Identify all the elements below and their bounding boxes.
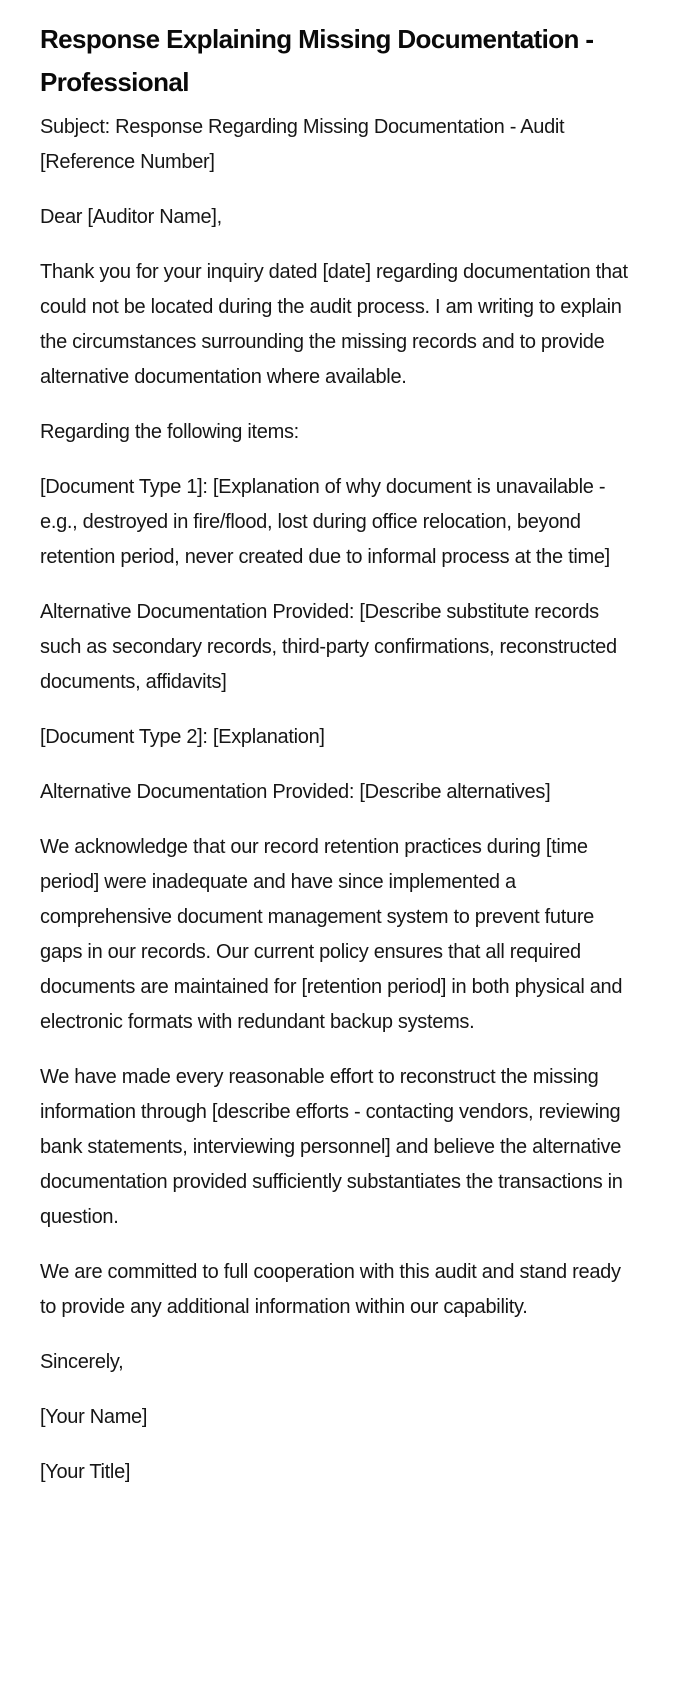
subject-line: Subject: Response Regarding Missing Documentation - Audit [Reference Number] (40, 116, 565, 173)
intro-paragraph: Thank you for your inquiry dated [date] regarding documentation that could not be located during the audit process. I am writing to explain the circumstances surrounding the missing records and to provide alternative documentation where available. (40, 261, 628, 388)
document-type-1-explanation: [Document Type 1]: [Explanation of why document is unavailable - e.g., destroyed in fire/flood, lost during office relocation, beyond retention period, never created due to informal process at the time] (40, 476, 610, 568)
items-intro: Regarding the following items: (40, 421, 299, 443)
efforts-paragraph: We have made every reasonable effort to reconstruct the missing information through [describe efforts - contacting vendors, reviewing bank statements, interviewing personnel] and believe the alternative documentation provided sufficiently substantiates the transactions in question. (40, 1066, 623, 1228)
signature-name: [Your Name] (40, 1406, 148, 1428)
closing: Sincerely, (40, 1351, 124, 1373)
signature-title: [Your Title] (40, 1461, 131, 1483)
cooperation-paragraph: We are committed to full cooperation with this audit and stand ready to provide any additional information within our capability. (40, 1261, 621, 1318)
document-type-1-alternative: Alternative Documentation Provided: [Describe substitute records such as secondary records, third-party confirmations, reconstructed documents, affidavits] (40, 601, 617, 693)
salutation: Dear [Auditor Name], (40, 206, 222, 228)
document-type-2-alternative: Alternative Documentation Provided: [Describe alternatives] (40, 781, 551, 803)
document-type-2-explanation: [Document Type 2]: [Explanation] (40, 726, 325, 748)
document-title: Response Explaining Missing Documentation - Professional (40, 24, 594, 97)
acknowledgement-paragraph: We acknowledge that our record retention practices during [time period] were inadequate and have since implemented a comprehensive document management system to prevent future gaps in our records. Our current policy ensures that all required documents are maintained for [retention period] in both physical and electronic formats with redundant backup systems. (40, 836, 623, 1033)
